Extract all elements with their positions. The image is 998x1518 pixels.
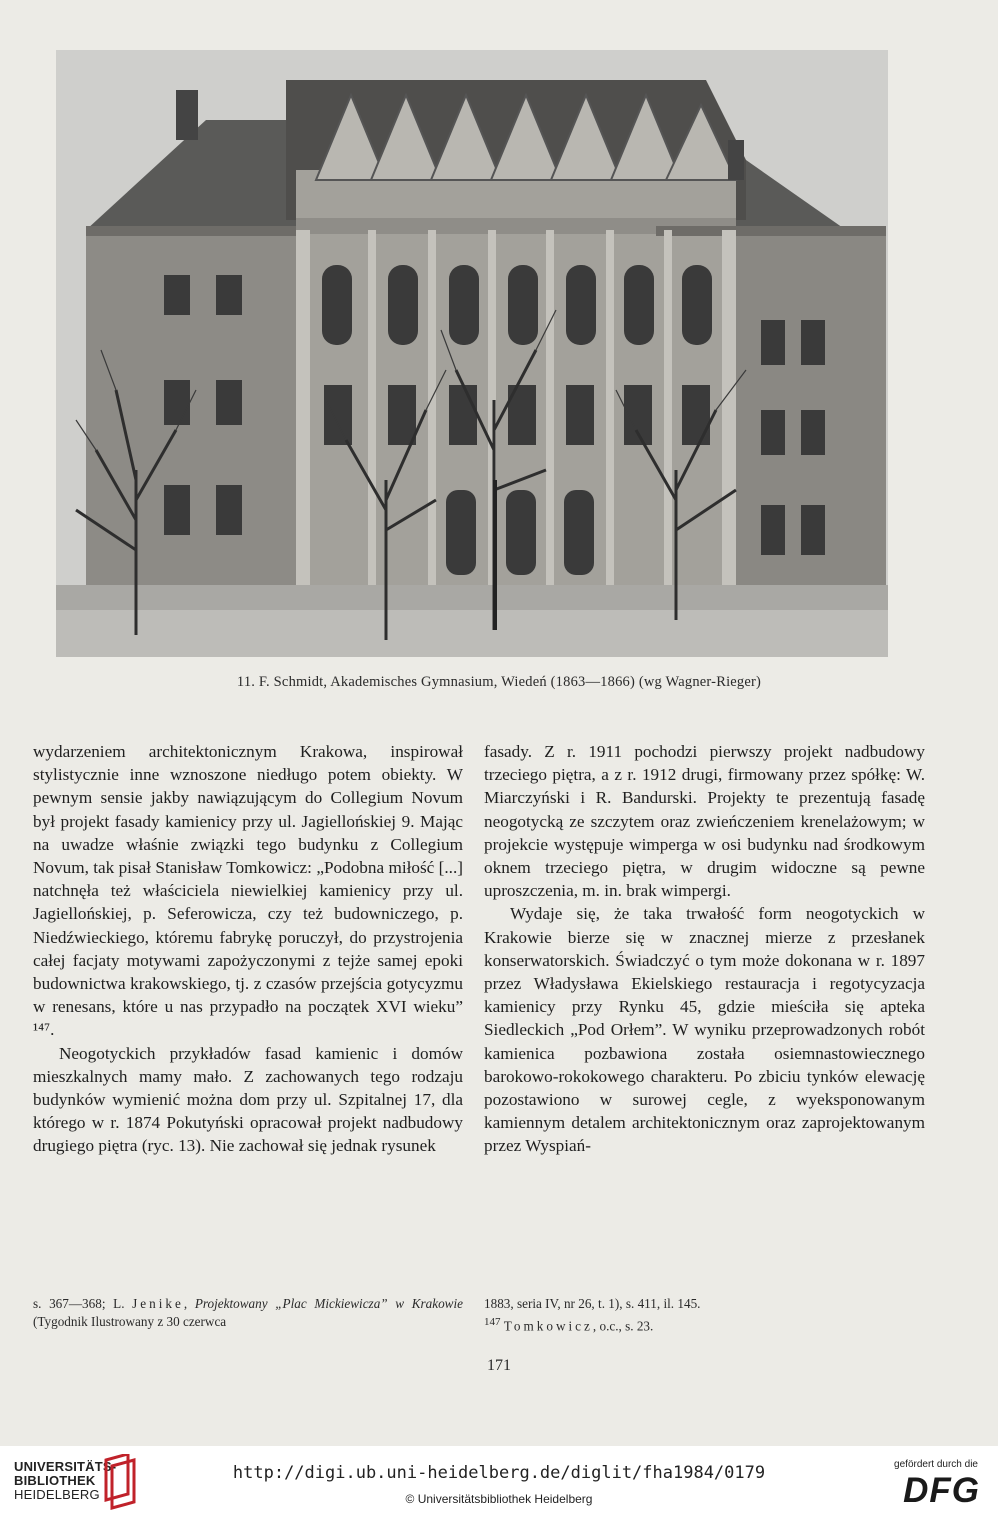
figure-caption: 11. F. Schmidt, Akademisches Gymnasium, Wiedeń (1863—1866) (wg Wagner-Rieger) (236, 674, 762, 690)
paragraph: Wydaje się, że taka trwałość form neogotyckich w Krakowie bierze się w znacznej mierze z przesłanek konserwatorskich. Świadczyć o tym może dokonana w r. 1897 przez Władysława Ekielskiego restauracja i regotycyzacja kamienicy przy Rynku 45, gdzie mieściła się apteka Siedleckich „Pod Orłem”. W wyniku przeprowadzonych robót kamienica pozbawiona została osiemnastowiecznego barokowo-rokokowego charakteru. Po zbiciu tynków elewację pozostawiono w surowej cegle, z wyeksponowanym kamiennym detalem architektonicznym oraz zaprojektowanym przez Wyspiań- (484, 904, 925, 1156)
footnote-line: 1883, seria IV, nr 26, t. 1), s. 411, il. 145. (484, 1296, 701, 1311)
paragraph: Neogotyckich przykładów fasad kamienic i domów mieszkalnych mamy mało. Z zachowanych tego rodzaju budynków wymienić można dom przy ul. Szpitalnej 17, dla którego w r. 1874 Pokutyński opracował projekt nadbudowy drugiego piętra (ryc. 13). Nie zachował się jednak rysunek (33, 1043, 463, 1156)
building-photograph (56, 50, 888, 657)
footnote-147: $^{147}$ Tomkowicz, o.c., s. 23. (484, 1316, 654, 1334)
left-text-column (33, 740, 463, 1158)
dfg-logo[interactable]: DFG (903, 1471, 980, 1510)
library-name[interactable]: UNIVERSITÄTS- BIBLIOTHEK HEIDELBERG (14, 1459, 117, 1502)
paragraph: wydarzeniem architektonicznym Krakowa, inspirował stylistycznie inne wznoszone niedługo potem obiekty. W pewnym sensie jakby nawiązującym do Collegium Novum był projekt fasady kamienicy przy ul. Jagiellońskiej 9. Mając na uwadze właśnie związki tego budynku z Collegium Novum, tak pisał Stanisław Tomkowicz: „Podobna miłość [...] natchnęła też właściciela niewielkiej kamienicy przy ul. Jagiellońskiej, p. Seferowicza, czy też budowniczego, p. Niedźwieckiego, któremu fabrykę poruczył, do przystrojenia całej facjaty motywami zapożyczonymi z tejże samej epoki budownictwa krakowskiego, tj. z czasów przejścia gotycyzmu w renesans, które u nas przypadło na początek XVI wieku” ¹⁴⁷. (33, 742, 463, 1040)
footnote-title: Projektowany „Plac Mickiewicza” w Krakowie (194, 1296, 463, 1311)
right-text-column (484, 740, 925, 1158)
footnote-author: Jenike (132, 1296, 184, 1311)
viewer-footer (0, 1446, 998, 1518)
document-url-link[interactable]: http://digi.ub.uni-heidelberg.de/diglit/fha1984/0179 (232, 1463, 766, 1483)
footnote-right (484, 1295, 925, 1335)
copyright-text: © Universitätsbibliothek Heidelberg (405, 1492, 593, 1506)
page-number: 171 (487, 1357, 511, 1374)
footnote-left: s. 367—368; L. Jenike, Projektowany „Plac Mickiewicza” w Krakowie (Tygodnik Ilustrowany z 30 czerwca (33, 1296, 463, 1329)
paragraph: fasady. Z r. 1911 pochodzi pierwszy projekt nadbudowy trzeciego piętra, a z r. 1912 drugi, firmowany przez spółkę: W. Miarczyński i R. Bandurski. Projekty te prezentują fasadę neogotycką ze szczytem oraz zwieńczeniem krenelażowym; w projekcie występuje wimperga w osi budynku nad środkowym oknem trzeciego piętra, w drugim widoczne są pewne uproszczenia, m. in. brak wimpergi. (484, 742, 925, 901)
funding-label: gefördert durch die (894, 1459, 978, 1470)
